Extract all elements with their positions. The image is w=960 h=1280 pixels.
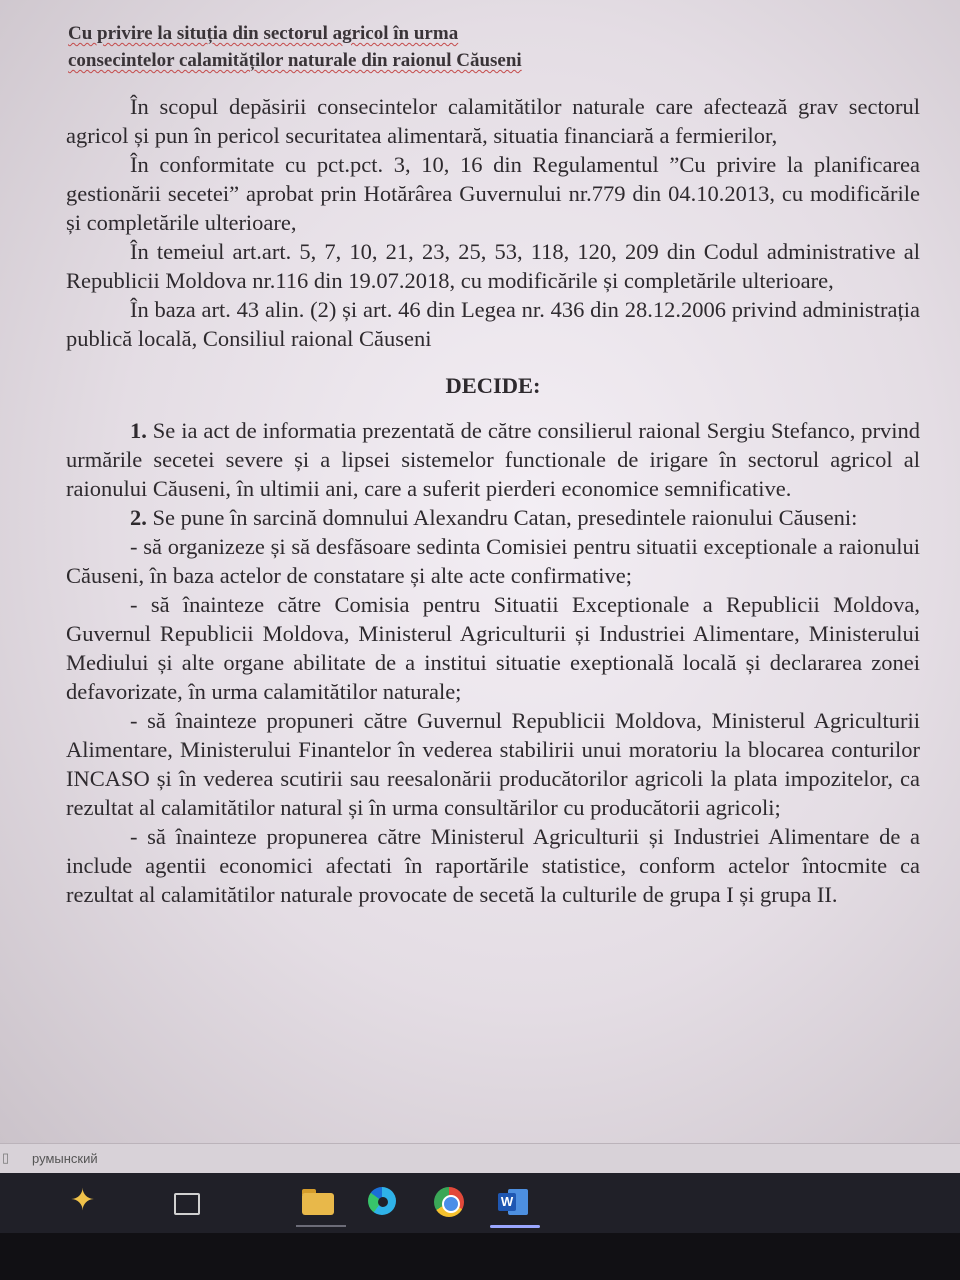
decide-heading: DECIDE: [445, 373, 541, 398]
preamble-paragraph-2: În conformitate cu pct.pct. 3, 10, 16 din Regulamentul ”Cu privire la planificarea gestionării secetei” aprobat prin Hotărârea Guvernului nr.779 din 04.10.2013, cu modificările și completările ulterioare, [66, 152, 920, 235]
edge-icon[interactable] [364, 1183, 404, 1223]
subitem-3: - să înainteze propuneri către Guvernul Republicii Moldova, Ministerul Agriculturii Alimentare, Ministerului Finantelor în vederea stabilirii unui moratoriu la blocarea conturilor INCASO și în vederea scutirii sau reesalonării producătorilor agricoli la plata impozitelor, ca rezultat al calamitătilor natural și în urma consultărilor cu producătorii agricoli; [66, 708, 920, 820]
monitor-bezel [0, 1233, 960, 1280]
preamble-paragraph-1: În scopul depăsirii consecintelor calamitătilor naturale care afectează grav sectorul agricol și pun în pericol securitatea alimentară, situatia financiară a fermierilor, [66, 94, 920, 148]
word-status-bar [0, 1143, 960, 1174]
item-text: Se ia act de informatia prezentată de către consilierul raional Sergiu Stefanco, prvind urmările secetei severe și a lipsei sistemelor functionale de irigare în sectorul agricol al raionului Căuseni, în ultimii ani, care a suferit pierderi economice semnificative. [66, 418, 920, 501]
chrome-center [442, 1195, 460, 1213]
item-number: 1. [130, 418, 147, 443]
title-line-1: Cu privire la situția din sectorul agricol în urma [68, 23, 459, 44]
folder-body [302, 1193, 334, 1215]
preamble-paragraph-4: În baza art. 43 alin. (2) și art. 46 din Legea nr. 436 din 28.12.2006 privind administrația publică locală, Consiliul raional Căuseni [66, 297, 920, 351]
sparkle-icon: ✦ [70, 1184, 96, 1217]
chrome-icon[interactable] [430, 1183, 470, 1223]
word-icon[interactable] [494, 1183, 534, 1223]
subitem-1: - să organizeze și să desfăsoare sedinta Comisiei pentru situatii exceptionale a raionului Căuseni, în baza actelor de constatare și alte acte confirmative; [66, 534, 920, 588]
document-body[interactable] [66, 92, 920, 909]
task-view-icon[interactable] [166, 1183, 206, 1223]
language-indicator[interactable]: румынский [32, 1151, 98, 1166]
word-active-indicator [490, 1225, 540, 1228]
document-title [68, 20, 668, 74]
preamble-paragraph-3: În temeiul art.art. 5, 7, 10, 21, 23, 25, 53, 118, 120, 209 din Codul administrative al Republicii Moldova nr.116 din 19.07.2018, cu modificările și completările ulterioare, [66, 239, 920, 293]
explorer-open-indicator [296, 1225, 346, 1227]
item-text: Se pune în sarcină domnului Alexandru Catan, presedintele raionului Căuseni: [152, 505, 858, 530]
subitem-2: - să înainteze către Comisia pentru Situatii Exceptionale a Republicii Moldova, Guvernul Republicii Moldova, Ministerul Agriculturii și Industriei Alimentare, Ministerului Mediului și alte organe abilitate de a institui situatie exeptională locală și declararea zonei defavorizate, în urma calamitătilor naturale; [66, 592, 920, 704]
edge-hole [378, 1197, 388, 1207]
decision-item-2 [66, 503, 920, 532]
proofing-icon[interactable]: ▯ [2, 1150, 10, 1165]
windows-taskbar [0, 1173, 960, 1233]
file-explorer-icon[interactable] [298, 1183, 338, 1223]
title-line-2: consecintelor calamităților naturale din raionul Căuseni [68, 50, 522, 71]
word-letter: W [498, 1193, 516, 1211]
item-number: 2. [130, 505, 147, 530]
decision-item-1 [66, 416, 920, 503]
task-view-box [174, 1193, 200, 1215]
subitem-4: - să înainteze propunerea către Ministerul Agriculturii și Industriei Alimentare de a include agentii economici afectati în raportările statistice, conform actelor întocmite ca rezultat al calamitătilor naturale provocate de secetă la culturile de grupa I și grupa II. [66, 824, 920, 907]
copilot-icon[interactable] [66, 1183, 106, 1223]
